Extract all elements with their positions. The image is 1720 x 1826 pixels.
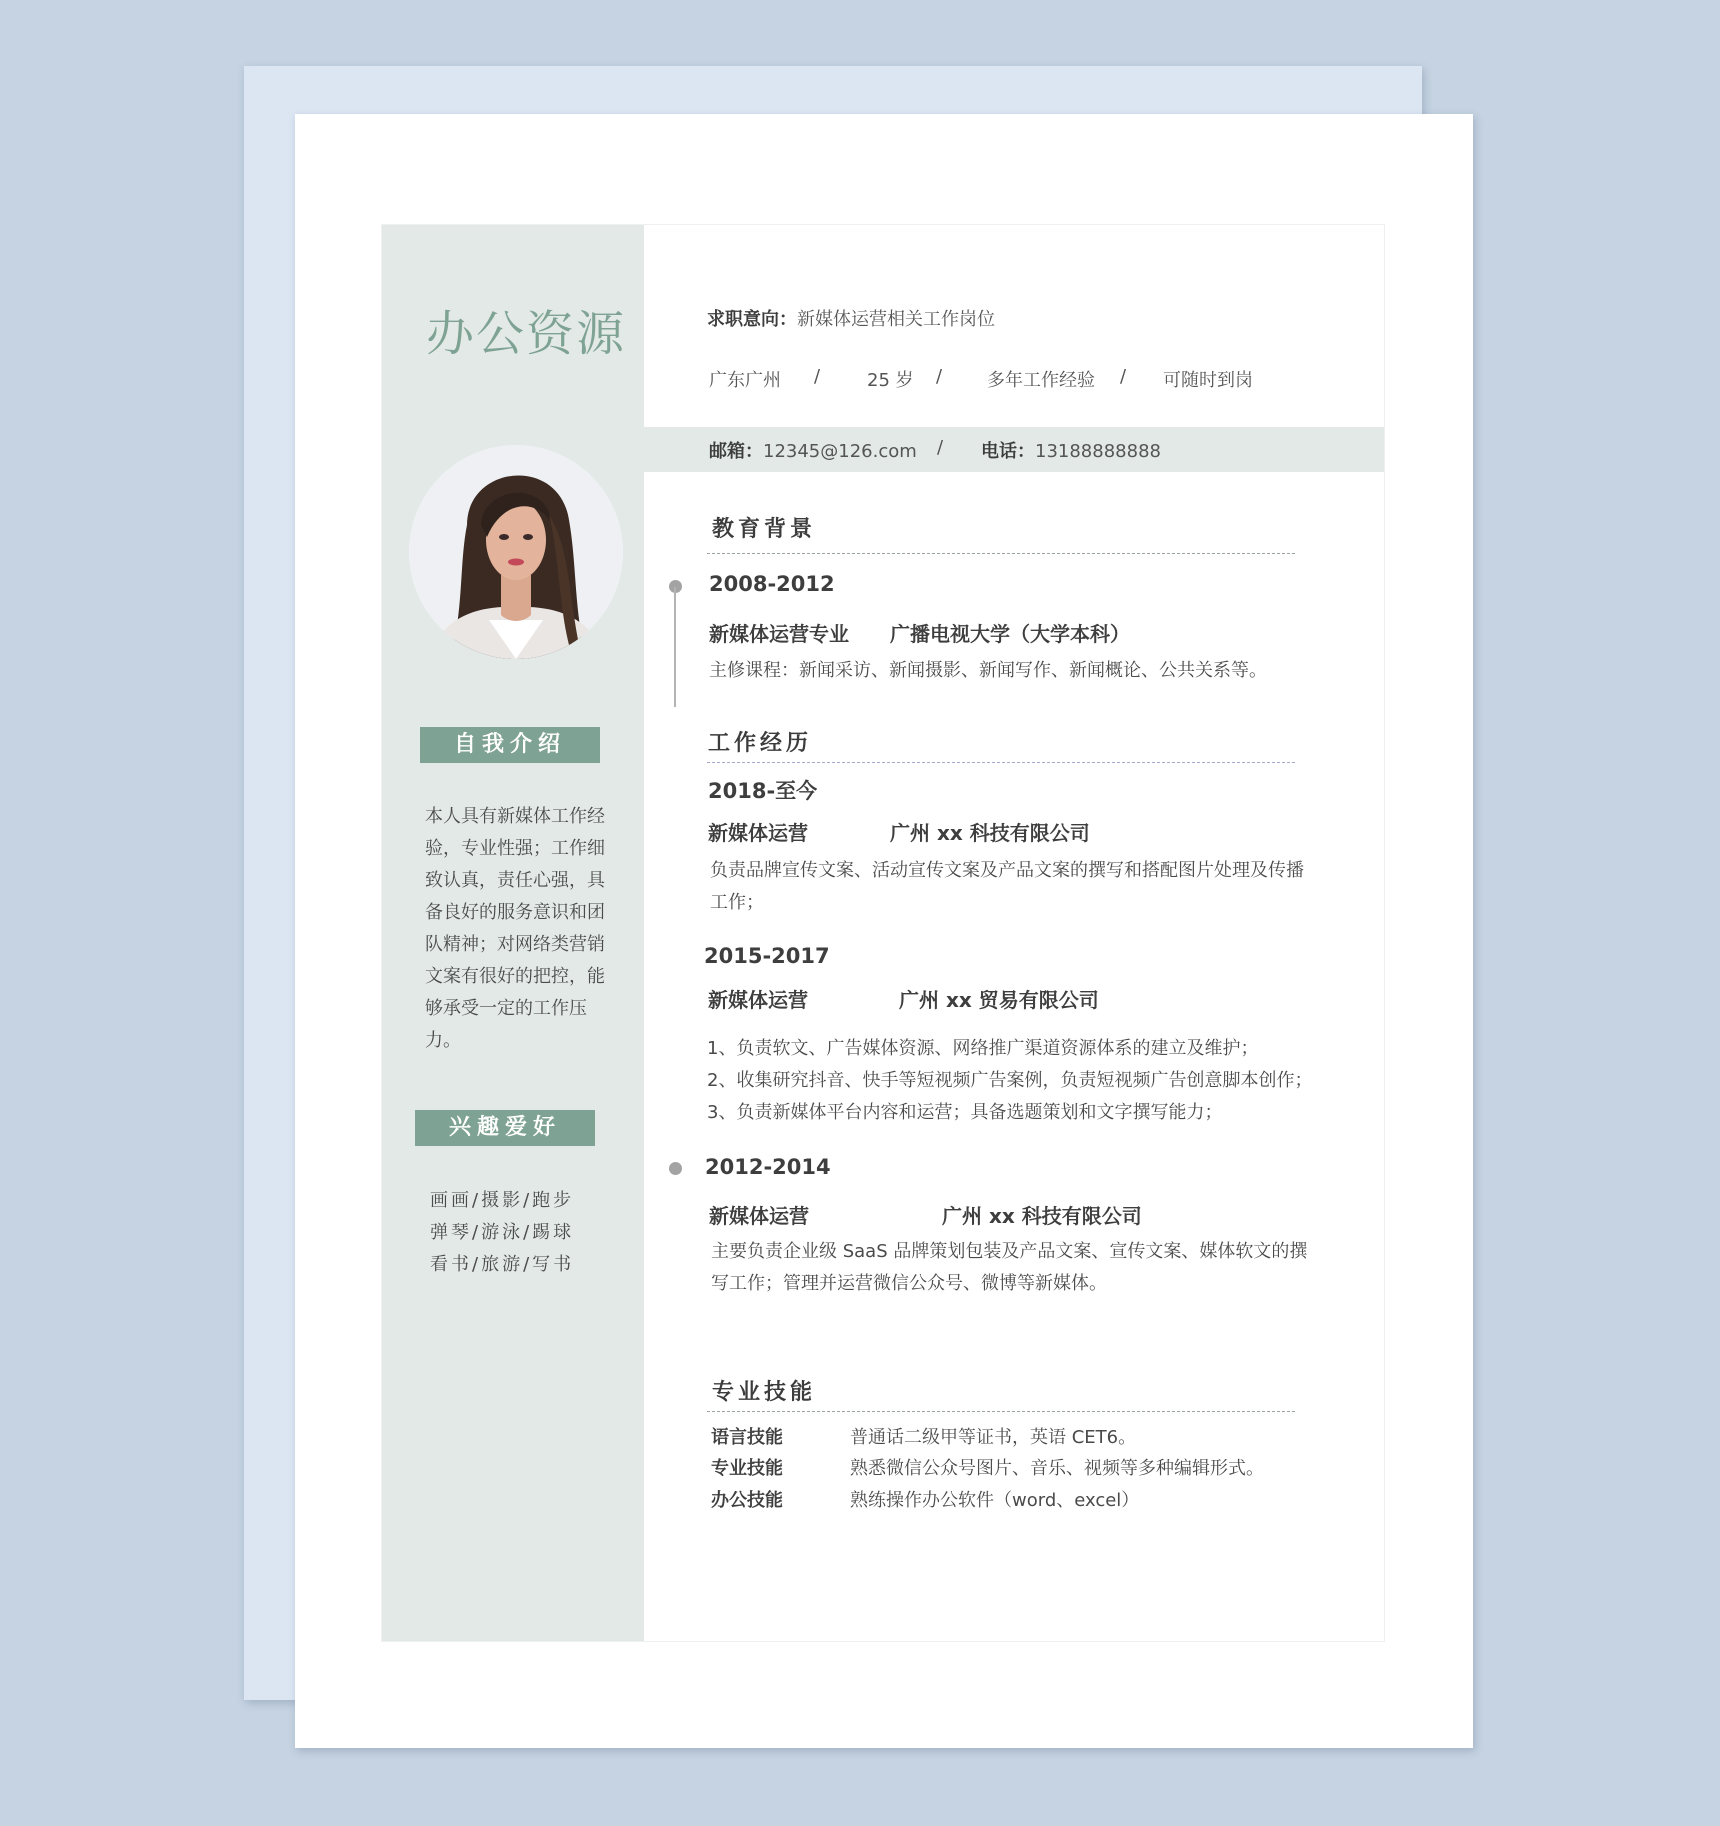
job-duty: 3、负责新媒体平台内容和运营；具备选题策划和文字撰写能力； xyxy=(707,1102,1223,1123)
phone-label: 电话： xyxy=(981,441,1035,462)
skill-label: 专业技能 xyxy=(711,1458,783,1479)
job-company: 广州 xx 科技有限公司 xyxy=(890,821,1090,845)
self-intro-text: 本人具有新媒体工作经验，专业性强；工作细致认真，责任心强，具备良好的服务意识和团队精神；对网络类营销文案有很好的把控，能够承受一定的工作压力。 xyxy=(425,806,605,1051)
skill-label: 语言技能 xyxy=(711,1427,783,1448)
job-position: 新媒体运营 xyxy=(708,821,808,845)
info-age: 25 岁 xyxy=(867,370,914,391)
phone-value: 13188888888 xyxy=(1035,441,1161,462)
info-separator: / xyxy=(1120,366,1127,387)
work-title: 工作经历 xyxy=(708,731,813,756)
hobby-line: 弹琴/游泳/踢球 xyxy=(430,1222,575,1243)
skill-value: 熟悉微信公众号图片、音乐、视频等多种编辑形式。 xyxy=(850,1458,1264,1479)
hobby-line: 画画/摄影/跑步 xyxy=(430,1190,575,1211)
education-title: 教育背景 xyxy=(712,517,817,542)
timeline-dot xyxy=(669,1162,682,1175)
job-duty: 1、负责软文、广告媒体资源、网络推广渠道资源体系的建立及维护； xyxy=(707,1038,1259,1059)
job-period: 2018-至今 xyxy=(708,779,818,803)
job-period: 2012-2014 xyxy=(705,1155,831,1179)
job-duty: 2、收集研究抖音、快手等短视频广告案例，负责短视频广告创意脚本创作； xyxy=(707,1070,1313,1091)
contact-email xyxy=(709,437,917,463)
contact-phone xyxy=(981,437,1161,463)
resume-sidebar xyxy=(382,225,644,1641)
profile-photo xyxy=(409,445,623,659)
job-company: 广州 xx 科技有限公司 xyxy=(942,1204,1142,1228)
skill-value: 普通话二级甲等证书，英语 CET6。 xyxy=(850,1427,1137,1448)
info-separator: / xyxy=(936,366,943,387)
education-school: 广播电视大学（大学本科） xyxy=(890,622,1130,646)
job-description: 主要负责企业级 SaaS 品牌策划包装及产品文案、宣传文案、媒体软文的撰写工作；管理并运营微信公众号、微博等新媒体。 xyxy=(711,1241,1308,1294)
skill-value: 熟练操作办公软件（word、excel） xyxy=(850,1490,1140,1511)
self-intro-heading: 自我介绍 xyxy=(420,727,600,763)
email-value: 12345@126.com xyxy=(763,441,917,462)
job-intent xyxy=(707,305,995,331)
timeline-line xyxy=(674,587,676,707)
resume-main xyxy=(644,225,1384,1641)
section-divider xyxy=(707,1411,1295,1412)
job-period: 2015-2017 xyxy=(704,944,830,968)
section-divider xyxy=(707,762,1295,763)
education-major: 新媒体运营专业 xyxy=(709,622,849,646)
hobbies-list xyxy=(430,1185,610,1281)
education-courses: 主修课程：新闻采访、新闻摄影、新闻写作、新闻概论、公共关系等。 xyxy=(709,660,1267,681)
portrait-image xyxy=(409,445,623,659)
job-description-list xyxy=(707,1033,1327,1129)
job-intent-label: 求职意向： xyxy=(707,309,797,330)
info-location: 广东广州 xyxy=(709,370,781,391)
hobbies-heading: 兴趣爱好 xyxy=(415,1110,595,1146)
resume-name: 办公资源 xyxy=(426,306,627,362)
job-company: 广州 xx 贸易有限公司 xyxy=(899,988,1099,1012)
info-experience: 多年工作经验 xyxy=(987,370,1095,391)
education-period: 2008-2012 xyxy=(709,572,835,596)
section-divider xyxy=(707,553,1295,554)
skill-label: 办公技能 xyxy=(711,1490,783,1511)
contact-band xyxy=(644,427,1384,472)
skills-title: 专业技能 xyxy=(712,1380,817,1405)
job-intent-value: 新媒体运营相关工作岗位 xyxy=(797,309,995,330)
job-description: 负责品牌宣传文案、活动宣传文案及产品文案的撰写和搭配图片处理及传播工作； xyxy=(710,860,1304,913)
hobby-line: 看书/旅游/写书 xyxy=(430,1254,575,1275)
job-position: 新媒体运营 xyxy=(708,988,808,1012)
email-label: 邮箱： xyxy=(709,441,763,462)
resume-page xyxy=(381,224,1385,1642)
job-position: 新媒体运营 xyxy=(709,1204,809,1228)
info-availability: 可随时到岗 xyxy=(1163,370,1253,391)
contact-separator: / xyxy=(937,437,944,458)
info-separator: / xyxy=(814,366,821,387)
